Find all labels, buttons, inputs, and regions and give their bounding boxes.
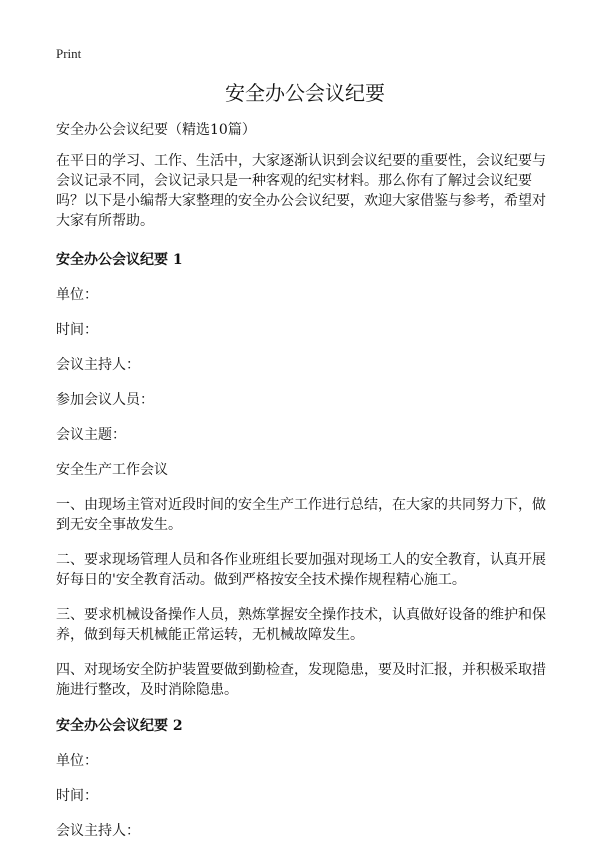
field-topic-value: 安全生产工作会议 <box>56 462 168 478</box>
print-link[interactable]: Print <box>56 46 82 61</box>
meeting-item-3: 三、要求机械设备操作人员，熟炼掌握安全操作技术，认真做好设备的维护和保养，做到每天机械能正常运转，无机械故障发生。 <box>56 607 546 643</box>
document-subtitle: 安全办公会议纪要（精选10篇） <box>56 122 256 138</box>
field-host: 会议主持人： <box>56 357 140 373</box>
field-time: 时间： <box>56 788 98 804</box>
meeting-item-1: 一、由现场主管对近段时间的安全生产工作进行总结，在大家的共同努力下，做到无安全事故发生。 <box>56 497 546 533</box>
meeting-item-2: 二、要求现场管理人员和各作业班组长要加强对现场工人的安全教育，认真开展好每日的'安全教育活动。做到严格按安全技术操作规程精心施工。 <box>56 552 546 588</box>
field-unit: 单位： <box>56 753 98 769</box>
section-heading-1: 安全办公会议纪要 1 <box>56 252 183 268</box>
field-host: 会议主持人： <box>56 823 140 839</box>
field-topic-label: 会议主题： <box>56 427 126 443</box>
document-body <box>56 120 554 856</box>
section-heading-2: 安全办公会议纪要 2 <box>56 718 183 734</box>
field-unit: 单位： <box>56 287 98 303</box>
document-title: 安全办公会议纪要 <box>225 81 385 105</box>
field-time: 时间： <box>56 322 98 338</box>
field-attendees: 参加会议人员： <box>56 392 154 408</box>
meeting-item-4: 四、对现场安全防护装置要做到勤检查，发现隐患，要及时汇报，并积极采取措施进行整改，及时消除隐患。 <box>56 662 546 698</box>
intro-paragraph: 在平日的学习、工作、生活中，大家逐渐认识到会议纪要的重要性，会议纪要与会议记录不同，会议记录只是一种客观的纪实材料。那么你有了解过会议纪要吗？以下是小编帮大家整理的安全办公会议纪要，欢迎大家借鉴与参考，希望对大家有所帮助。 <box>56 153 546 229</box>
